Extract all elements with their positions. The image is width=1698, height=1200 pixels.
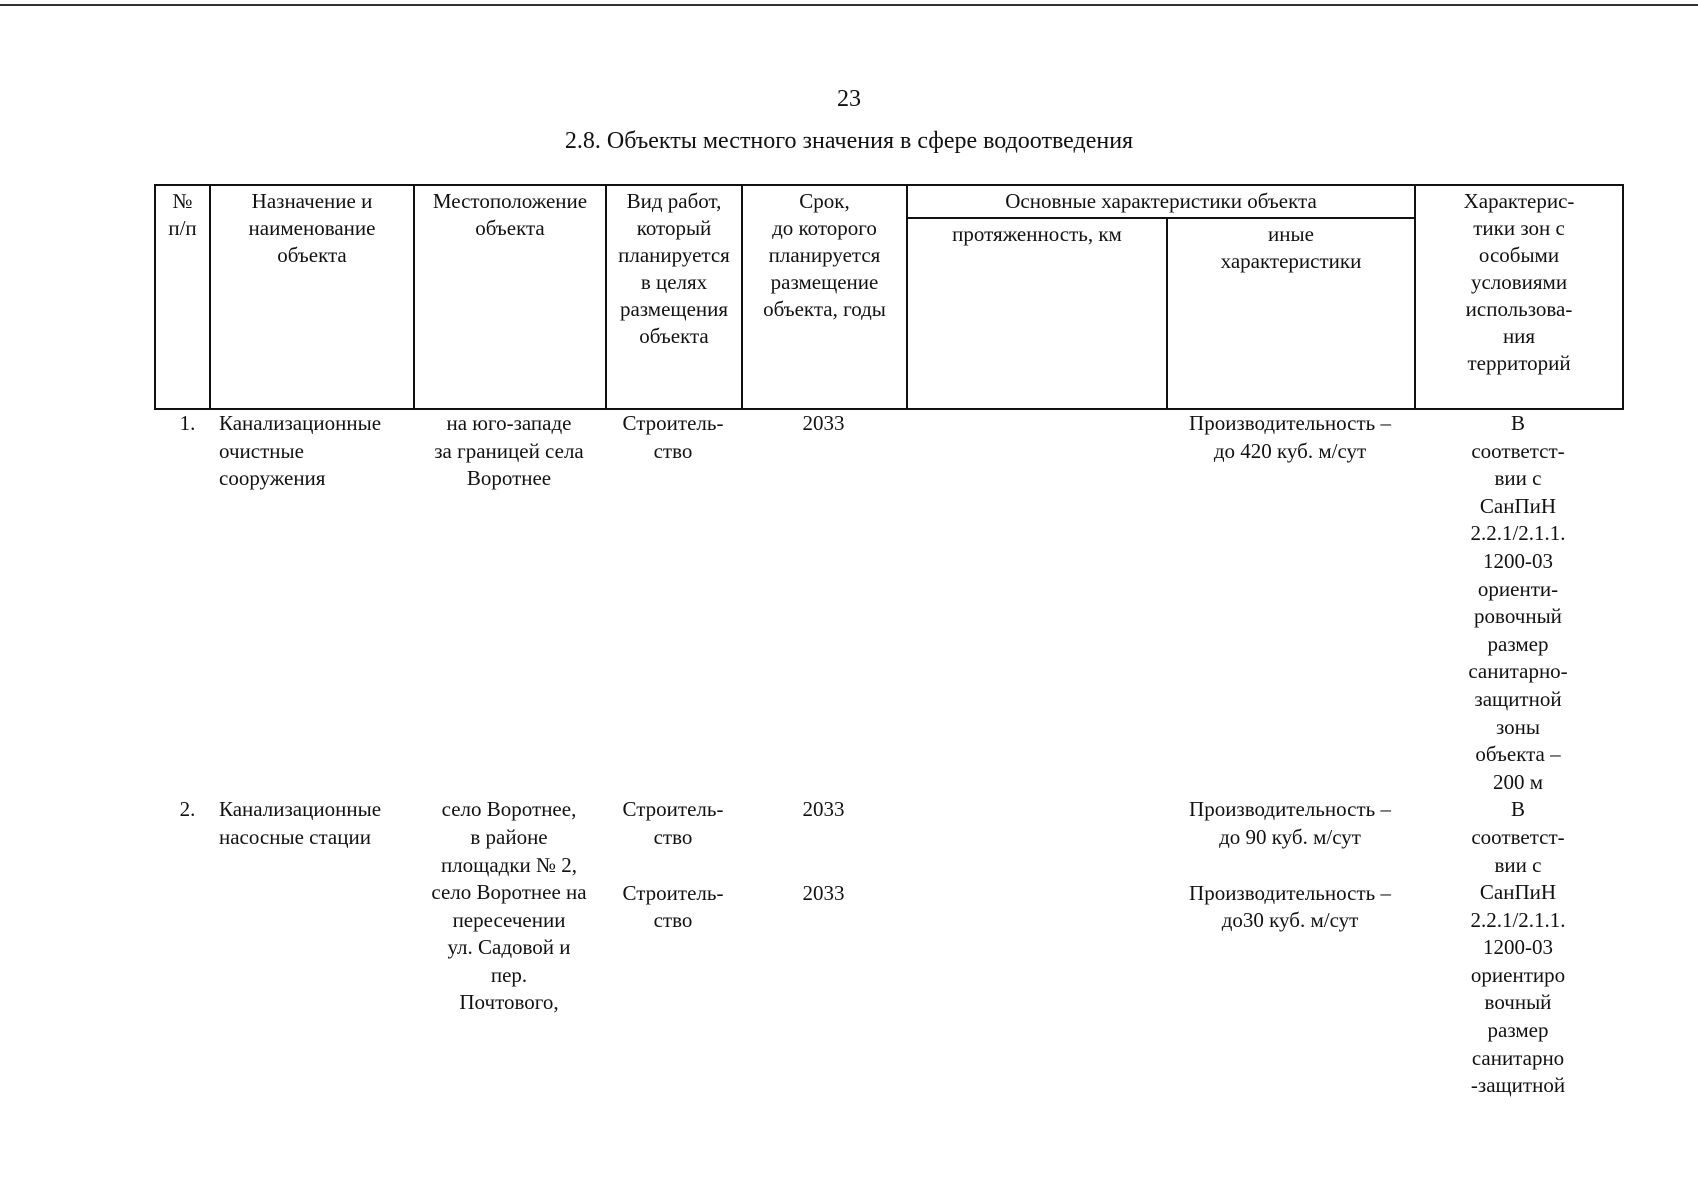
table-row	[154, 410, 1622, 796]
header-term: Срок, до которого планируется размещение объекта, годы	[742, 185, 907, 409]
row-term-second: 2033	[802, 880, 845, 905]
row-zones: В соответст- вии с СанПиН 2.2.1/2.1.1. 1200-03 ориентиро вочный размер санитарно -защитной	[1470, 797, 1566, 1098]
table-header	[154, 184, 1624, 410]
row-other-characteristics: Производительность – до 90 куб. м/сут Производительность – до30 куб. м/сут	[1166, 796, 1414, 1100]
header-length: протяженность, км	[907, 218, 1167, 409]
header-work-type: Вид работ, который планируется в целях размещения объекта	[606, 185, 742, 409]
row-name: Канализационные очистные сооружения	[219, 411, 382, 491]
row-work-type: Строитель- ство Строитель- ство	[605, 796, 741, 1100]
row-work-type-second: Строитель- ство	[622, 880, 724, 933]
row-term: 2033 2033	[741, 796, 906, 1100]
header-name: Назначение и наименование объекта	[210, 185, 414, 409]
header-other-characteristics: иные характеристики	[1167, 218, 1415, 409]
row-num: 2.	[179, 797, 196, 822]
top-border-line	[0, 4, 1698, 6]
section-title: 2.8. Объекты местного значения в сфере водоотведения	[564, 128, 1134, 154]
row-name: Канализационные насосные стации	[219, 797, 382, 849]
row-length	[906, 410, 1166, 796]
header-main-characteristics: Основные характеристики объекта	[907, 185, 1415, 218]
row-other-second: Производительность – до30 куб. м/сут	[1189, 880, 1391, 933]
header-zones: Характерис- тики зон с особыми условиями использова- ния территорий	[1415, 185, 1623, 409]
row-length	[906, 796, 1166, 1100]
page-number: 23	[837, 86, 861, 112]
row-work-type: Строитель- ство	[622, 411, 724, 463]
table-row	[154, 796, 1622, 1100]
row-location: село Воротнее, в районе площадки № 2, село Воротнее на пересечении ул. Садовой и пер. Почтового,	[413, 796, 605, 1100]
row-num: 1.	[179, 411, 196, 435]
table-body	[154, 410, 1622, 1100]
row-zones: В соответст- вии с СанПиН 2.2.1/2.1.1. 1200-03 ориенти- ровочный размер санитарно- защитной зоны объекта – 200 м	[1468, 411, 1568, 794]
row-location: на юго-западе за границей села Воротнее	[434, 411, 584, 491]
row-location-second: село Воротнее на пересечении ул. Садовой и пер. Почтового,	[431, 880, 587, 1015]
header-num: № п/п	[155, 185, 210, 409]
row-term: 2033	[802, 411, 845, 435]
row-other-characteristics: Производительность – до 420 куб. м/сут	[1189, 411, 1391, 463]
header-location: Местоположение объекта	[414, 185, 606, 409]
